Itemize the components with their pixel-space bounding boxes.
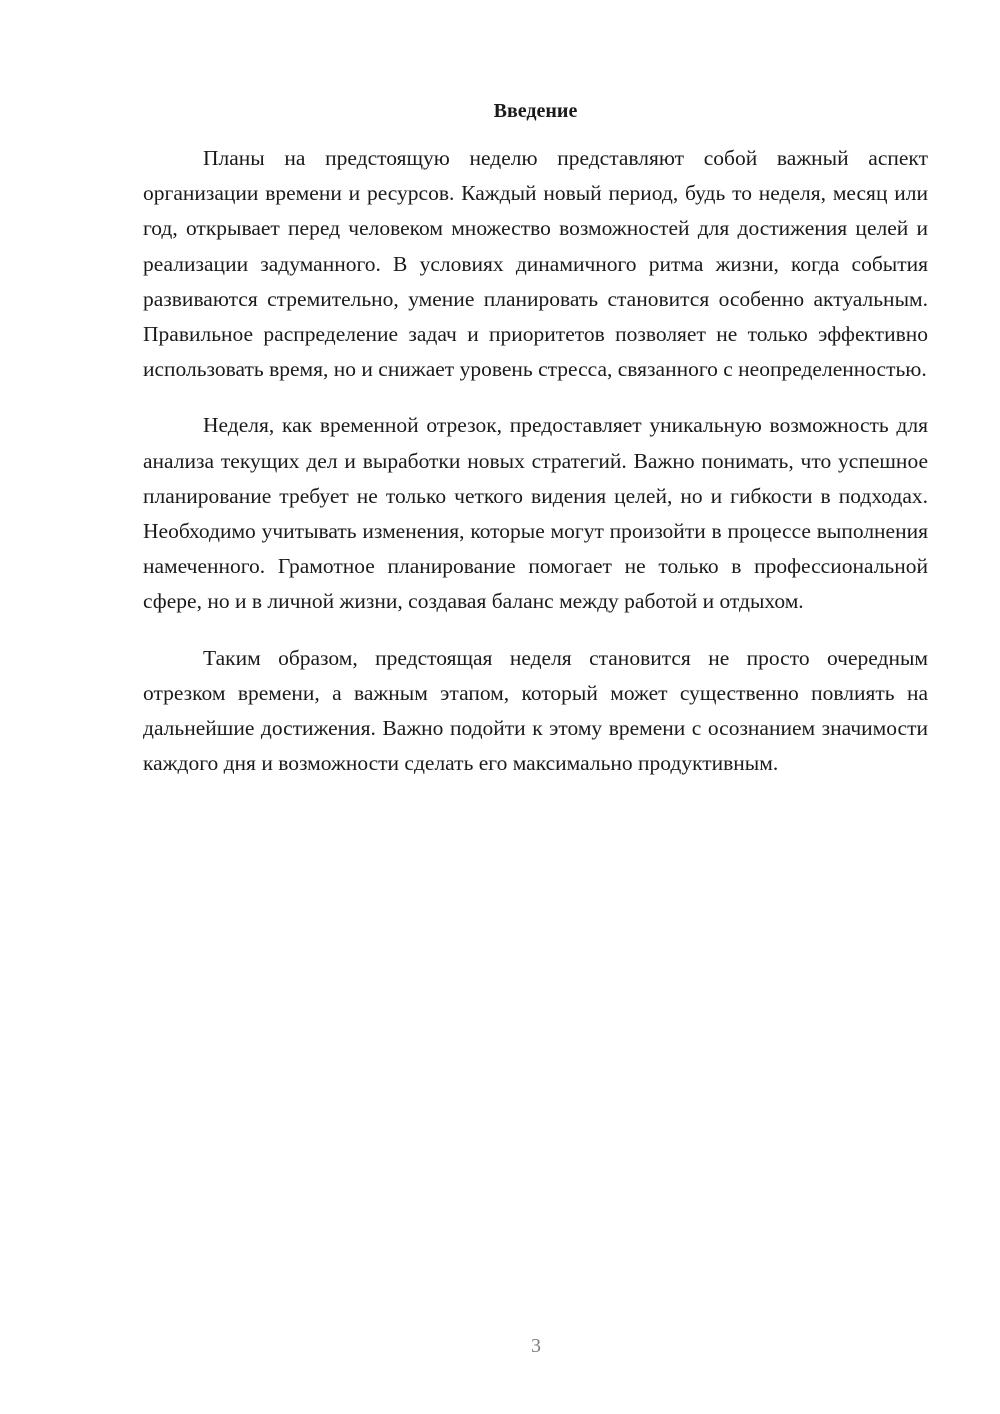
paragraph-1: Планы на предстоящую неделю представляют собой важный аспект организации времени и ресурсов. Каждый новый период, будь то неделя, месяц или год, открывает перед человеком множество возможностей для достижения целей и реализации задуманного. В условиях динамичного ритма жизни, когда события развиваются стремительно, умение планировать становится особенно актуальным. Правильное распределение задач и приоритетов позволяет не только эффективно использовать время, но и снижает уровень стресса, связанного с неопределенностью.	[143, 146, 928, 382]
section-title: Введение	[493, 100, 578, 122]
paragraph-2: Неделя, как временной отрезок, предоставляет уникальную возможность для анализа текущих дел и выработки новых стратегий. Важно понимать, что успешное планирование требует не только четкого видения целей, но и гибкости в подходах. Необходимо учитывать изменения, которые могут произойти в процессе выполнения намеченного. Грамотное планирование помогает не только в профессиональной сфере, но и в личной жизни, создавая баланс между работой и отдыхом.	[143, 413, 928, 614]
page-number: 3	[531, 1335, 541, 1357]
paragraph-3: Таким образом, предстоящая неделя становится не просто очередным отрезком времени, а важным этапом, который может существенно повлиять на дальнейшие достижения. Важно подойти к этому времени с осознанием значимости каждого дня и возможности сделать его максимально продуктивным.	[143, 645, 928, 776]
body-text	[143, 141, 928, 781]
